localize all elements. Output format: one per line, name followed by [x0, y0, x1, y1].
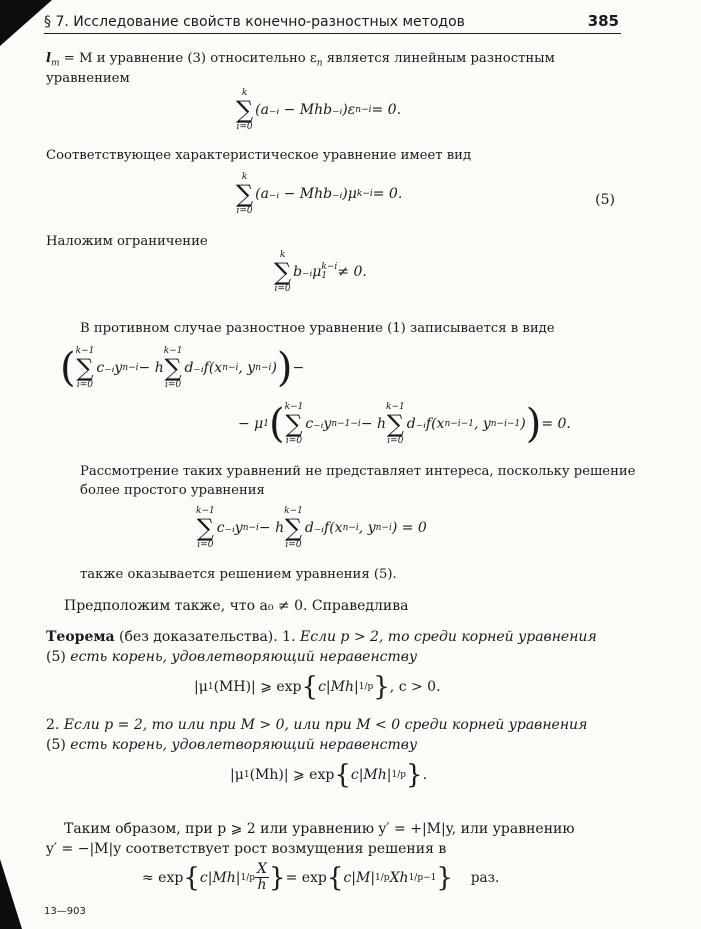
- left-paren: (: [269, 401, 285, 447]
- equation-5: [196, 506, 427, 550]
- eq-term: b₋ᵢμ: [293, 264, 322, 280]
- sum-upper: k: [241, 172, 248, 182]
- eq-end: −: [292, 360, 305, 376]
- eq-term: c|Mh|: [350, 767, 392, 783]
- eq-subscript: n−i: [342, 523, 359, 533]
- eq-term: c₋ᵢy: [96, 360, 123, 376]
- right-brace: }: [373, 672, 390, 702]
- equation-2: [236, 172, 402, 216]
- sum-lower: i=0: [165, 380, 182, 390]
- eq-term: d₋ᵢf(x: [304, 520, 343, 536]
- summation: [284, 506, 303, 550]
- left-brace: {: [334, 760, 351, 790]
- eq-subscript: n−i: [355, 105, 372, 115]
- left-paren: (: [60, 345, 76, 391]
- text-segment: (5): [46, 737, 71, 753]
- paragraph-line-11: y′ = −|M|y соответствует рост возмущения решения в: [46, 841, 447, 857]
- eq-end: = 0.: [371, 102, 402, 118]
- paragraph-line-3: Соответствующее характеристическое уравнение имеет вид: [46, 148, 472, 163]
- summation: [76, 346, 95, 390]
- sum-upper: k−1: [196, 506, 215, 516]
- right-brace: }: [406, 760, 423, 790]
- text-italic: Если p > 2, то среди корней уравнения: [299, 629, 597, 645]
- eq-superscript: 1/p: [391, 770, 407, 780]
- sum-lower: i=0: [197, 540, 214, 550]
- sigma-icon: ∑: [236, 96, 254, 124]
- equation-6: [194, 672, 441, 702]
- sum-upper: k−1: [284, 402, 304, 412]
- sum-upper: k−1: [386, 402, 405, 412]
- sigma-icon: ∑: [76, 354, 94, 382]
- eq-term: , y: [238, 360, 256, 376]
- eq-superscript: k−i: [321, 262, 338, 272]
- sum-lower: i=0: [387, 436, 404, 446]
- paragraph-line-7: более простого уравнения: [80, 483, 265, 498]
- eq-end: ≠ 0.: [337, 264, 367, 280]
- summation: [164, 346, 183, 390]
- paragraph-line-4: Наложим ограничение: [46, 234, 208, 249]
- text-l: l: [46, 51, 52, 66]
- eq-term: (a₋ᵢ − Mhb₋ᵢ)ε: [255, 102, 356, 118]
- eq-superscript: k−i: [356, 189, 373, 199]
- sum-lower: i=0: [274, 284, 291, 294]
- sum-upper: k−1: [75, 346, 95, 356]
- eq-subscript: n−1−i: [331, 419, 361, 429]
- signature-mark: 13—903: [44, 906, 86, 917]
- left-brace: {: [301, 672, 319, 702]
- text-segment: 2.: [46, 717, 64, 733]
- paragraph-line-9: Предположим также, что a₀ ≠ 0. Справедлива: [64, 598, 409, 614]
- eq-superscript: 1/p−1: [408, 872, 437, 883]
- sum-upper: k: [241, 88, 248, 98]
- eq-term: ≈ exp: [142, 869, 184, 886]
- paragraph-line-8: также оказывается решением уравнения (5).: [80, 567, 397, 582]
- eq-term: ): [271, 360, 277, 376]
- fraction-x-over-h: [255, 862, 269, 893]
- eq-term: c₋ᵢy: [216, 520, 243, 536]
- eq-end: = 0.: [541, 416, 571, 432]
- eq-term: c|Mh|: [199, 869, 241, 886]
- sum-lower: i=0: [236, 206, 253, 216]
- equation-4-line-1: [60, 346, 304, 390]
- eq-term: = exp: [285, 869, 327, 886]
- eq-subscript: n−i: [242, 523, 259, 533]
- eq-subscript: n−i: [255, 363, 272, 373]
- eq-subscript: 1: [243, 770, 250, 780]
- page-number: 385: [587, 12, 619, 30]
- eq-end: ) = 0: [391, 520, 427, 536]
- sum-lower: i=0: [236, 122, 253, 132]
- theorem-part2-line-2: [46, 736, 417, 754]
- eq-term: d₋ᵢf(x: [406, 416, 445, 432]
- eq-term: , y: [473, 416, 491, 432]
- paragraph-line-10: Таким образом, при p ⩾ 2 или уравнению y′ = +|M|y, или уравнению: [64, 821, 575, 837]
- eq-term: − h: [360, 416, 387, 432]
- text-italic: есть корень, удовлетворяющий неравенству: [70, 737, 418, 753]
- eq-term: (Mh)| ⩾ exp: [249, 767, 335, 783]
- eq-end: , c > 0.: [389, 679, 441, 695]
- sigma-icon: ∑: [285, 410, 303, 438]
- eq-subscript: n−i: [375, 523, 392, 533]
- eq-superscript: 1/p: [358, 682, 374, 692]
- text-italic: Если p = 2, то или при M > 0, или при M < 0 среди корней уравнения: [63, 717, 588, 733]
- equation-4-line-2: [238, 402, 571, 446]
- text-m-subscript: m: [51, 58, 60, 69]
- paragraph-line-5: В противном случае разностное уравнение (1) записывается в виде: [80, 321, 555, 336]
- eq-subscript: n−i: [122, 363, 139, 373]
- eq-subscript: n−i−1: [490, 419, 521, 429]
- sigma-icon: ∑: [284, 514, 303, 542]
- equation-3: [274, 250, 367, 294]
- equation-number-5: (5): [595, 192, 615, 208]
- eq-term: c|M|: [343, 869, 376, 886]
- right-paren: ): [525, 401, 542, 447]
- eq-subscript: n−i: [222, 363, 239, 373]
- sigma-icon: ∑: [386, 410, 404, 438]
- sum-upper: k−1: [284, 506, 303, 516]
- sum-lower: i=0: [285, 436, 303, 446]
- eq-term: |μ: [230, 767, 244, 783]
- sigma-icon: ∑: [196, 514, 214, 542]
- eq-subscript: 1: [207, 682, 214, 692]
- equation-1: [236, 88, 401, 132]
- sum-upper: k−1: [163, 346, 183, 356]
- summation: [236, 172, 253, 216]
- text-italic: есть корень, удовлетворяющий неравенству: [70, 649, 418, 665]
- eq-sup-sub: [321, 263, 337, 281]
- eq-term: − h: [258, 520, 285, 536]
- theorem-line-2: [46, 648, 417, 666]
- paragraph-line-2: уравнением: [46, 71, 130, 86]
- sum-upper: k: [279, 250, 286, 260]
- eq-term: ): [520, 416, 526, 432]
- sigma-icon: ∑: [274, 258, 292, 286]
- text-segment: = M и уравнение (3) относительно ε: [59, 51, 317, 66]
- summation: [274, 250, 291, 294]
- text-segment: раз.: [470, 869, 500, 886]
- eq-superscript: 1/p: [240, 872, 256, 883]
- running-header: § 7. Исследование свойств конечно-разностных методов: [44, 14, 621, 34]
- sum-lower: i=0: [76, 380, 94, 390]
- text-segment: (5): [46, 649, 71, 665]
- eq-term: − h: [138, 360, 164, 376]
- right-brace: }: [436, 862, 453, 893]
- sigma-icon: ∑: [164, 354, 182, 382]
- eq-term: (MH)| ⩾ exp: [213, 679, 302, 695]
- theorem-part2-line-1: [46, 716, 587, 734]
- eq-term: − μ: [238, 416, 264, 432]
- eq-term: (a₋ᵢ − Mhb₋ᵢ)μ: [255, 186, 357, 202]
- summation: [386, 402, 405, 446]
- theorem-line-1: [46, 628, 597, 646]
- eq-end: .: [422, 767, 428, 783]
- eq-subscript: 1: [263, 419, 270, 429]
- eq-subscript: 1: [321, 271, 328, 281]
- right-paren: ): [276, 345, 293, 391]
- summation: [236, 88, 253, 132]
- left-brace: {: [183, 862, 200, 893]
- right-brace: }: [269, 862, 286, 893]
- scan-shadow-bottom-left: [0, 859, 22, 929]
- text-n-subscript: n: [316, 58, 323, 69]
- equation-8: [142, 862, 499, 893]
- eq-term: c|Mh|: [318, 679, 359, 695]
- paragraph-line-6: Рассмотрение таких уравнений не представляет интереса, поскольку решение: [80, 464, 636, 479]
- sigma-icon: ∑: [236, 180, 254, 208]
- theorem-label: Теорема: [46, 629, 115, 645]
- summation: [196, 506, 215, 550]
- fraction-denominator: h: [257, 877, 267, 893]
- left-brace: {: [326, 862, 344, 893]
- text-segment: (без доказательства). 1.: [114, 629, 300, 645]
- eq-term: |μ: [194, 679, 208, 695]
- equation-7: [230, 760, 427, 790]
- eq-term: , y: [358, 520, 376, 536]
- summation: [285, 402, 304, 446]
- eq-superscript: 1/p: [375, 872, 390, 883]
- eq-subscript: n−i−1: [444, 419, 474, 429]
- sum-lower: i=0: [285, 540, 302, 550]
- text-segment: является линейным разностным: [322, 51, 555, 66]
- eq-term: d₋ᵢf(x: [184, 360, 223, 376]
- eq-term: c₋ᵢy: [305, 416, 332, 432]
- eq-end: = 0.: [372, 186, 403, 202]
- fraction-numerator: X: [257, 861, 268, 877]
- eq-term: Xh: [389, 869, 409, 886]
